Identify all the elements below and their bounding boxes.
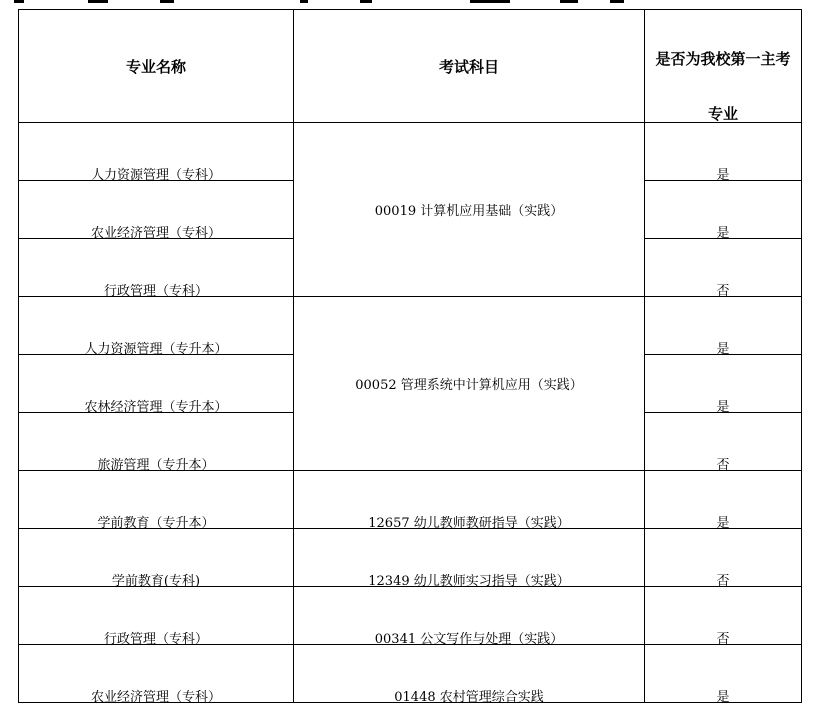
major-cell: 农林经济管理（专升本） (19, 355, 294, 413)
major-cell: 农业经济管理（专科） (19, 645, 294, 703)
subject-cell: 00019 计算机应用基础（实践） (294, 123, 645, 297)
header-subject: 考试科目 (294, 10, 645, 123)
major-cell: 学前教育(专科) (19, 529, 294, 587)
main-exam-cell: 否 (645, 413, 802, 471)
header-major: 专业名称 (19, 10, 294, 123)
table-row (19, 123, 802, 181)
table-row (19, 529, 802, 587)
subject-cell: 01448 农村管理综合实践 (294, 645, 645, 703)
major-cell: 人力资源管理（专科） (19, 123, 294, 181)
major-cell: 农业经济管理（专科） (19, 181, 294, 239)
table-row (19, 471, 802, 529)
major-cell: 人力资源管理（专升本） (19, 297, 294, 355)
main-exam-cell: 是 (645, 471, 802, 529)
table-row (19, 645, 802, 703)
main-exam-cell: 是 (645, 297, 802, 355)
main-exam-cell: 是 (645, 123, 802, 181)
header-main-exam-line2: 专业 (707, 105, 738, 123)
subject-cell: 12657 幼儿教师教研指导（实践） (294, 471, 645, 529)
main-exam-cell: 是 (645, 355, 802, 413)
header-main-exam (645, 10, 802, 123)
table-row (19, 587, 802, 645)
table-row (19, 297, 802, 355)
subject-cell: 00052 管理系统中计算机应用（实践） (294, 297, 645, 471)
main-exam-cell: 否 (645, 587, 802, 645)
major-cell: 行政管理（专科） (19, 587, 294, 645)
header-row (19, 10, 802, 123)
main-exam-cell: 否 (645, 239, 802, 297)
major-cell: 旅游管理（专升本） (19, 413, 294, 471)
cropped-previous-line (0, 0, 830, 8)
main-exam-cell: 是 (645, 181, 802, 239)
major-cell: 学前教育（专升本） (19, 471, 294, 529)
main-exam-cell: 是 (645, 645, 802, 703)
subject-cell: 00341 公文写作与处理（实践） (294, 587, 645, 645)
subject-cell: 12349 幼儿教师实习指导（实践） (294, 529, 645, 587)
header-main-exam-line1: 是否为我校第一主考 (655, 50, 791, 68)
main-exam-cell: 否 (645, 529, 802, 587)
major-cell: 行政管理（专科） (19, 239, 294, 297)
exam-subjects-table (18, 9, 802, 703)
